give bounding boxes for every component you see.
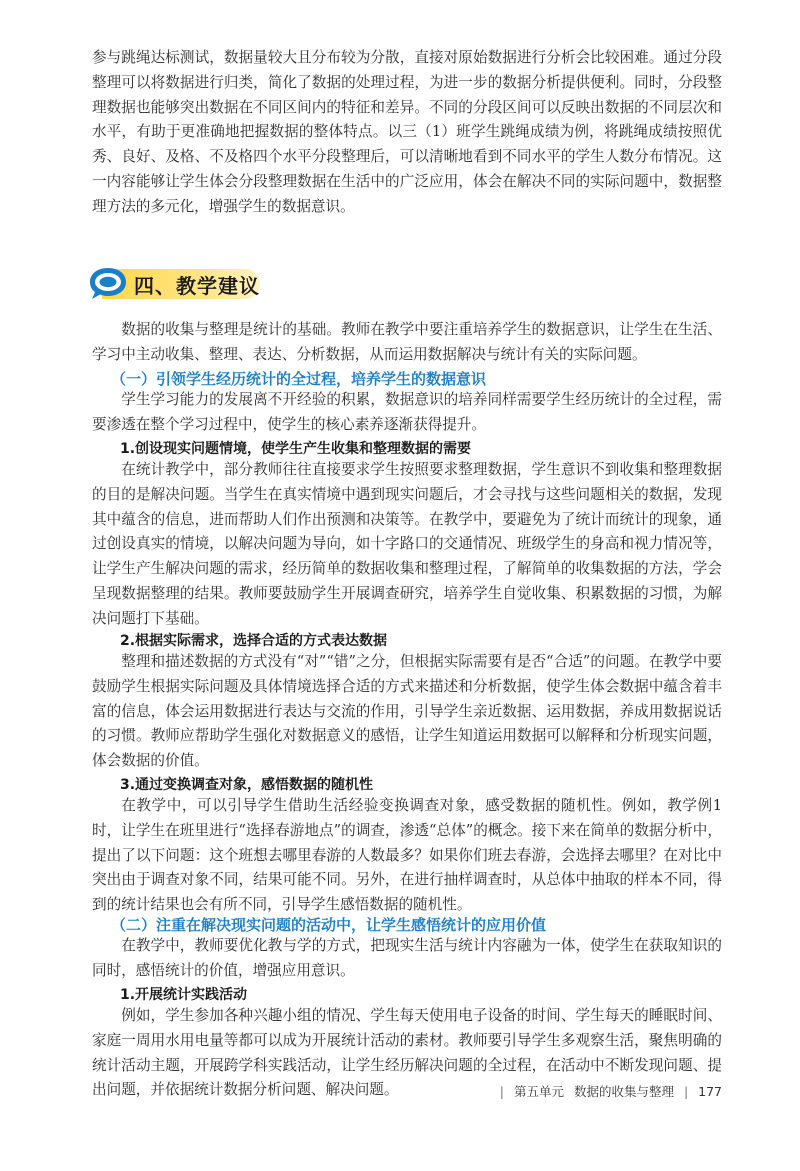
section-title: 四、教学建议	[134, 274, 260, 298]
page-footer: | 第五单元 数据的收集与整理 | 177	[499, 1084, 722, 1099]
part2-item1-heading: 1.开展统计实践活动	[120, 987, 248, 1003]
part1-item2-heading: 2.根据实际需求，选择合适的方式表达数据	[120, 633, 388, 649]
part1-item3-heading: 3.通过变换调查对象，感悟数据的随机性	[120, 777, 374, 793]
part1-heading: （一）引领学生经历统计的全过程，培养学生的数据意识	[111, 370, 487, 388]
part2-intro: 在教学中，教师要优化教与学的方式，把现实生活与统计内容融为一体，使学生在获取知识的同时，感悟统计的价值，增强应用意识。	[92, 937, 722, 979]
section-intro: 数据的收集与整理是统计的基础。教师在教学中要注重培养学生的数据意识，让学生在生活、学习中主动收集、整理、表达、分析数据，从而运用数据解决与统计有关的实际问题。	[92, 321, 722, 363]
footer-chapter: 数据的收集与整理	[573, 1084, 674, 1099]
part1-item3-body: 在教学中，可以引导学生借助生活经验变换调查对象，感受数据的随机性。例如，教学例1时，让学生在班里进行“选择春游地点”的调查，渗透“总体”的概念。接下来在简单的数据分析中，提出了以下问题：这个班想去哪里春游的人数最多？如果你们班去春游，会选择去哪里？在对比中突出由于调查对象不同，结果可能不同。另外，在进行抽样调查时，从总体中抽取的样本不同，得到的统计结果也会有所不同，引导学生感悟数据的随机性。	[92, 797, 722, 914]
part1-item2-body: 整理和描述数据的方式没有“对”“错”之分，但根据实际需要有是否“合适”的问题。在教学中要鼓励学生根据实际问题及具体情境选择合适的方式来描述和分析数据，使学生体会数据中蕴含着丰富的信息，体会运用数据进行表达与交流的作用，引导学生亲近数据、运用数据，养成用数据说话的习惯。教师应帮助学生强化对数据意义的感悟，让学生知道运用数据可以解释和分析现实问题，体会数据的价值。	[92, 653, 722, 770]
part1-item1-heading: 1.创设现实问题情境，使学生产生收集和整理数据的需要	[120, 441, 472, 457]
speech-bubble-icon	[88, 265, 128, 303]
part2-heading: （二）注重在解决现实问题的活动中，让学生感悟统计的应用价值	[111, 916, 547, 934]
section-heading	[88, 264, 348, 304]
part1-intro: 学生学习能力的发展离不开经验的积累，数据意识的培养同样需要学生经历统计的全过程，需要渗透在整个学习过程中，使学生的核心素养逐渐获得提升。	[92, 391, 722, 433]
part2-item1-body: 例如，学生参加各种兴趣小组的情况、学生每天使用电子设备的时间、学生每天的睡眠时间、家庭一周用水用电量等都可以成为开展统计活动的素材。教师要引导学生多观察生活，聚焦明确的统计活动主题，开展跨学科实践活动，让学生经历解决问题的全过程，在活动中不断发现问题、提出问题，并依据统计数据分析问题、解决问题。	[92, 1007, 722, 1099]
intro-paragraph: 参与跳绳达标测试，数据量较大且分布较为分散，直接对原始数据进行分析会比较困难。通过分段整理可以将数据进行归类，简化了数据的处理过程，为进一步的数据分析提供便利。同时，分段整理数据也能够突出数据在不同区间内的特征和差异。不同的分段区间可以反映出数据的不同层次和水平，有助于更准确地把握数据的整体特点。以三（1）班学生跳绳成绩为例，将跳绳成绩按照优秀、良好、及格、不及格四个水平分段整理后，可以清晰地看到不同水平的学生人数分布情况。这一内容能够让学生体会分段整理数据在生活中的广泛应用，体会在解决不同的实际问题中，数据整理方法的多元化，增强学生的数据意识。	[92, 49, 722, 215]
part1-item1-body: 在统计教学中，部分教师往往直接要求学生按照要求整理数据，学生意识不到收集和整理数据的目的是解决问题。当学生在真实情境中遇到现实问题后，才会寻找与这些问题相关的数据，发现其中蕴含的信息，进而帮助人们作出预测和决策等。在教学中，要避免为了统计而统计的现象，通过创设真实的情境，以解决问题为导向，如十字路口的交通情况、班级学生的身高和视力情况等，让学生产生解决问题的需求，经历简单的数据收集和整理过程，了解简单的收集数据的方法，学会呈现数据整理的结果。教师要鼓励学生开展调查研究，培养学生自觉收集、积累数据的习惯，为解决问题打下基础。	[92, 461, 722, 627]
footer-unit: 第五单元	[513, 1084, 564, 1099]
page-number: 177	[698, 1084, 722, 1099]
